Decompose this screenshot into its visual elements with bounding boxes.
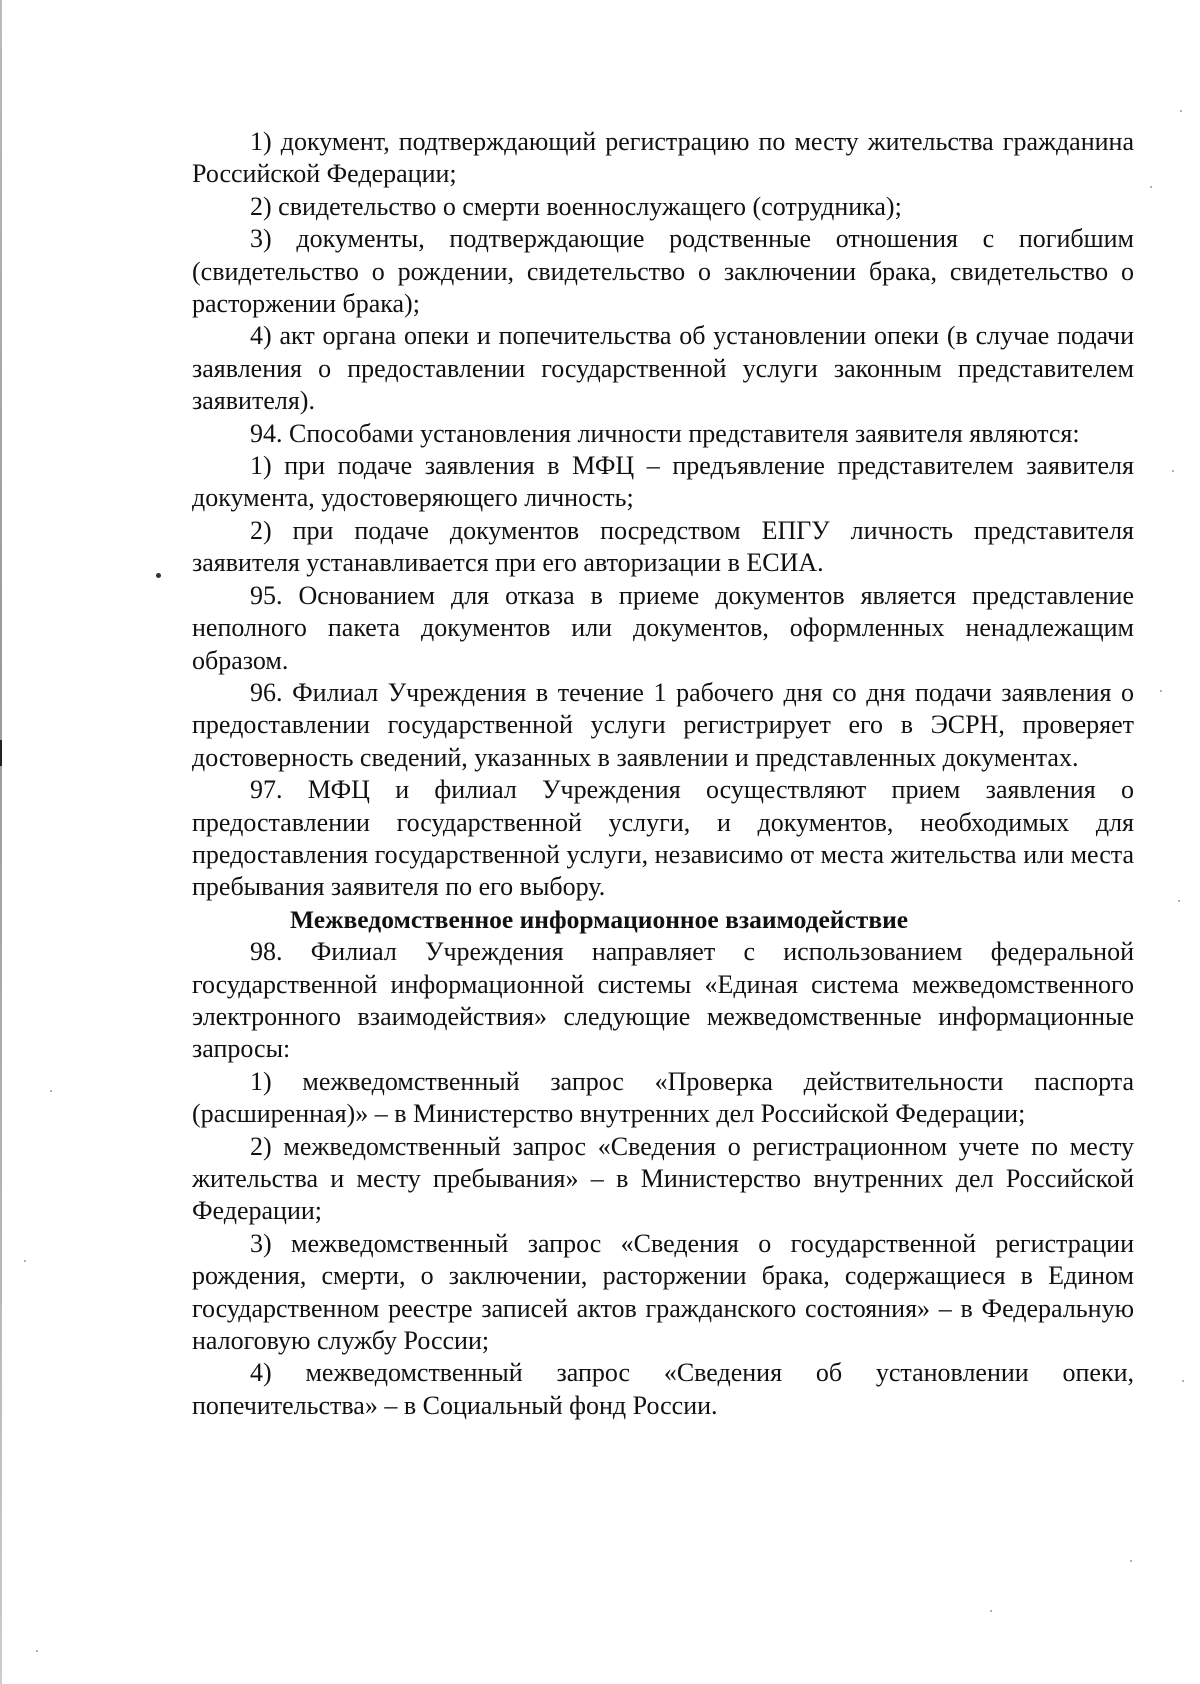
list-item: 2) межведомственный запрос «Сведения о регистрационном учете по месту жительства и месту пребывания» – в Министерство внутренних дел Российской Федерации; (192, 1131, 1134, 1226)
scan-speck (24, 1260, 26, 1262)
scan-speck (1160, 690, 1162, 692)
list-item: 4) акт органа опеки и попечительства об установлении опеки (в случае подачи заявления о предоставлении государственной услуги законным представителем заявителя). (192, 321, 1134, 416)
scan-left-edge (0, 0, 2, 1684)
document-body (192, 126, 1134, 1422)
scan-speck (1178, 900, 1180, 902)
list-item: 1) документ, подтверждающий регистрацию по месту жительства гражданина Российской Федерации; (192, 127, 1134, 189)
scan-speck (990, 1610, 992, 1612)
list-item: 3) документы, подтверждающие родственные отношения с погибшим (свидетельство о рождении, свидетельство о заключении брака, свидетельство о расторжении брака); (192, 224, 1134, 319)
scan-speck (1180, 110, 1182, 112)
paragraph-97: 97. МФЦ и филиал Учреждения осуществляют прием заявления о предоставлении государственной услуги, и документов, необходимых для предоставления государственной услуги, независимо от места жительства или места пребывания заявителя по его выбору. (192, 775, 1134, 902)
paragraph-94: 94. Способами установления личности представителя заявителя являются: (250, 418, 1080, 448)
paragraph-96: 96. Филиал Учреждения в течение 1 рабочего дня со дня подачи заявления о предоставлении государственной услуги регистрирует его в ЭСРН, проверяет достоверность сведений, указанных в заявлении и представленных документах. (192, 677, 1134, 772)
scan-mark (0, 740, 2, 766)
list-item: 1) межведомственный запрос «Проверка действительности паспорта (расширенная)» – в Министерство внутренних дел Российской Федерации; (192, 1066, 1134, 1129)
scan-speck (1172, 470, 1174, 472)
list-item: 2) при подаче документов посредством ЕПГУ личность представителя заявителя устанавливается при его авторизации в ЕСИА. (192, 515, 1134, 578)
scan-speck (1150, 186, 1152, 188)
list-item: 4) межведомственный запрос «Сведения об установлении опеки, попечительства» – в Социальный фонд России. (192, 1358, 1134, 1420)
scan-dot (156, 573, 161, 578)
scan-speck (50, 1090, 52, 1092)
scan-speck (1130, 1560, 1132, 1562)
list-item: 3) межведомственный запрос «Сведения о государственной регистрации рождения, смерти, о заключении, расторжении брака, содержащиеся в Едином государственном реестре записей актов гражданского состояния» – в Федеральную налоговую службу России; (192, 1228, 1134, 1356)
scan-speck (1182, 1380, 1184, 1382)
paragraph-98: 98. Филиал Учреждения направляет с использованием федеральной государственной информационной системы «Единая система межведомственного электронного взаимодействия» следующие межведомственные информационные запросы: (192, 937, 1134, 1064)
list-item: 2) свидетельство о смерти военнослужащего (сотрудника); (250, 191, 902, 221)
scan-speck (36, 1650, 38, 1652)
section-heading: Межведомственное информационное взаимодействие (290, 904, 909, 934)
list-item: 1) при подаче заявления в МФЦ – предъявление представителем заявителя документа, удостоверяющего личность; (192, 451, 1134, 513)
paragraph-95: 95. Основанием для отказа в приеме документов является представление неполного пакета документов или документов, оформленных ненадлежащим образом. (192, 580, 1134, 675)
